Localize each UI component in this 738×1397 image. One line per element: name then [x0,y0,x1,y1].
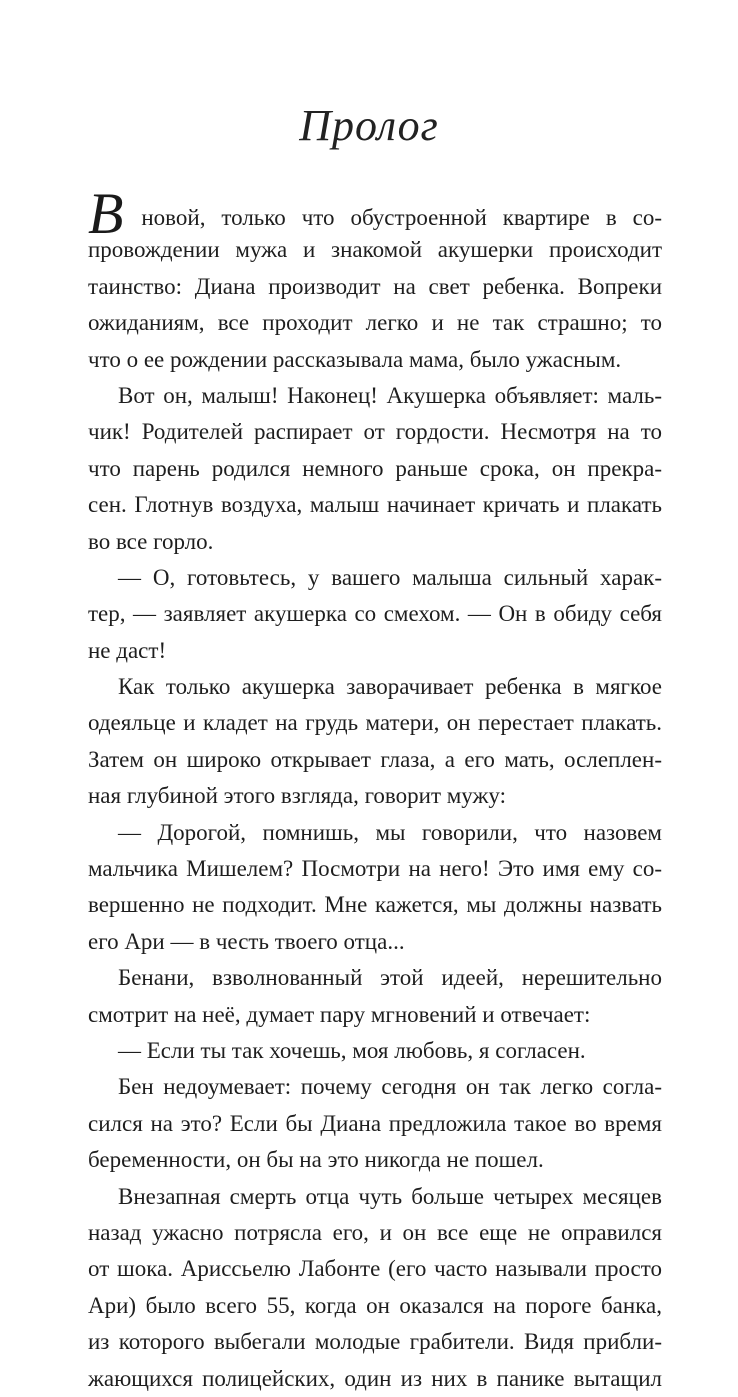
text-line [88,305,662,341]
text-line-content: — Дорогой, помнишь, мы говорили, что назовем [118,819,662,845]
text-line [88,778,662,814]
text-line [88,232,662,268]
text-line-content: мальчика Мишелем? Посмотри на него! Это имя ему со- [88,856,662,882]
text-line [88,851,662,887]
text-line [88,1179,662,1215]
text-line-content: Как только акушерка заворачивает ребенка в мягкое [118,674,662,700]
text-line [88,596,662,632]
text-line [88,887,662,923]
text-line [88,997,662,1033]
drop-cap: В [88,181,124,246]
text-line [88,414,662,450]
text-line [88,1033,662,1069]
text-line-content: тер, — заявляет акушерка со смехом. — Он в обиду себя [88,601,662,627]
text-line-content: смотрит на неё, думает пару мгновений и отвечает: [88,1001,591,1027]
text-line-content: таинство: Диана производит на свет ребенка. Вопреки [88,273,662,299]
text-line [88,1361,662,1397]
text-line [88,960,662,996]
text-line-content: одеяльце и кладет на грудь матери, он перестает плакать. [88,710,662,736]
text-line-content: чик! Родителей распирает от гордости. Несмотря на то [88,419,662,445]
text-line [88,560,662,596]
text-line [88,342,662,378]
text-line-content: Ари) было всего 55, когда он оказался на пороге банка, [88,1292,662,1318]
text-line-content: что о ее рождении рассказывала мама, было ужасным. [88,346,622,372]
text-line-content: не даст! [88,637,167,663]
text-line-content: из которого выбегали молодые грабители. Видя прибли- [88,1329,662,1355]
text-line-content: — О, готовьтесь, у вашего малыша сильный харак- [118,564,662,590]
text-line-content: Внезапная смерть отца чуть больше четырех месяцев [118,1183,662,1209]
text-line-content: беременности, он бы на это никогда не пошел. [88,1147,544,1173]
text-line [88,1251,662,1287]
text-line-content: Затем он широко открывает глаза, а его мать, ослеплен- [88,746,662,772]
text-line-content: ная глубиной этого взгляда, говорит мужу: [88,783,506,809]
text-line [88,924,662,960]
text-line [88,1106,662,1142]
text-line [88,815,662,851]
text-line [88,1142,662,1178]
text-line [88,269,662,305]
text-line [88,1324,662,1360]
body-text [88,181,662,1397]
chapter-title: Пролог [299,101,439,150]
text-line-content: от шока. Ариссьелю Лабонте (его часто называли просто [88,1256,662,1282]
text-line [88,742,662,778]
text-line [88,1215,662,1251]
text-line [88,1288,662,1324]
text-line [88,1069,662,1105]
text-line-content: назад ужасно потрясла его, и он все еще не оправился [88,1219,662,1245]
text-line-content: ожиданиям, все проходит легко и не так страшно; то [88,310,662,336]
text-line [88,181,662,246]
text-line-content: Вот он, малыш! Наконец! Акушерка объявляет: маль- [118,382,662,408]
text-line-content: — Если ты так хочешь, моя любовь, я согласен. [118,1037,586,1063]
text-line [88,633,662,669]
text-line-content: Бен недоумевает: почему сегодня он так легко согла- [118,1074,662,1100]
text-line-content: что парень родился немного раньше срока, он прекра- [88,455,662,481]
text-line [88,378,662,414]
text-line-content: Бенани, взволнованный этой идеей, нерешительно [118,965,662,991]
text-line [88,451,662,487]
text-line-content: жающихся полицейских, один из них в панике вытащил [88,1365,662,1391]
text-line-content: вершенно не подходит. Мне кажется, мы должны назвать [88,892,662,918]
text-line-content: сился на это? Если бы Диана предложила такое во время [88,1110,662,1136]
text-line-content: провождении мужа и знакомой акушерки происходит [88,237,662,263]
text-line-content: во все горло. [88,528,214,554]
text-line [88,524,662,560]
text-line-content: сен. Глотнув воздуха, малыш начинает кричать и плакать [88,492,662,518]
text-line [88,669,662,705]
text-line-content: его Ари — в честь твоего отца... [88,928,405,954]
text-line-content: новой, только что обустроенной квартире в со- [125,205,662,230]
text-line [88,705,662,741]
text-line [88,487,662,523]
